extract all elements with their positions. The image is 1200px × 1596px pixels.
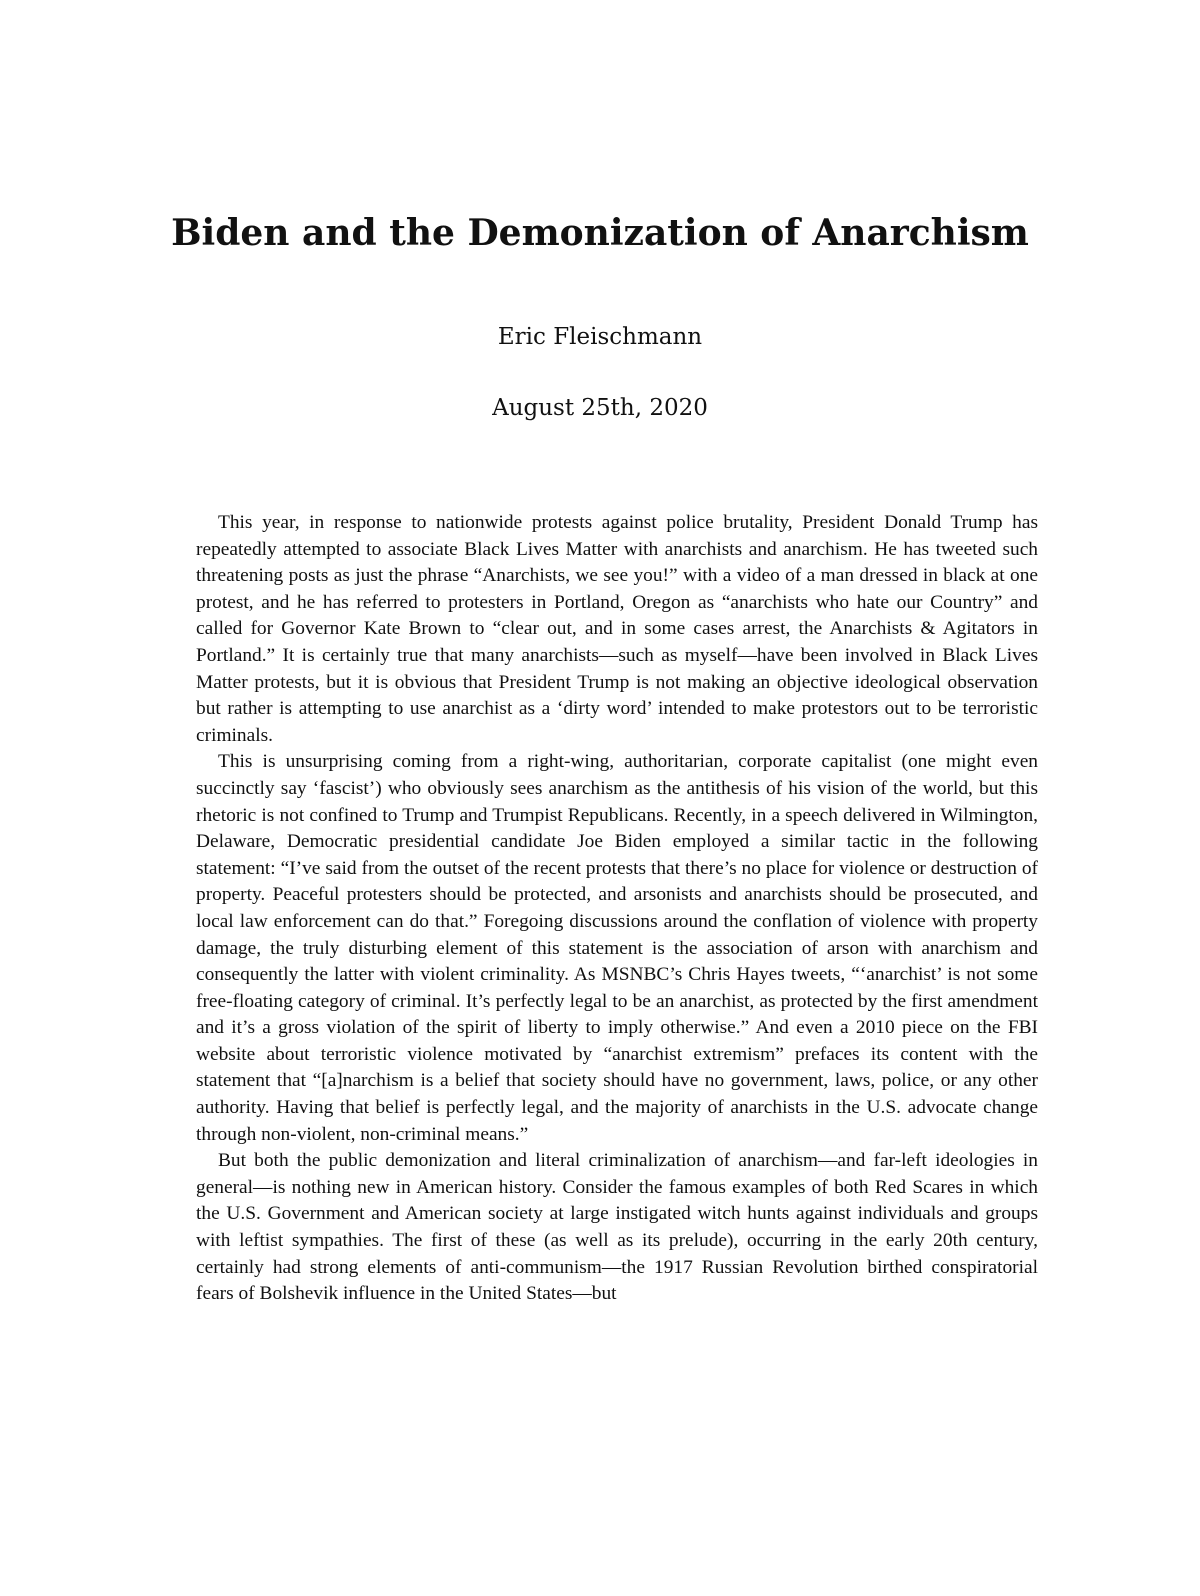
document-title: Biden and the Demonization of Anarchism xyxy=(171,212,1029,254)
publication-date: August 25th, 2020 xyxy=(492,395,708,421)
author-name: Eric Fleischmann xyxy=(497,324,703,350)
paragraph: But both the public demonization and literal criminalization of anarchism—and far-left ideologies in general—is nothing new in American history. Consider the famous examples of both Red Scares in which the U.S. Government and American society at large instigated witch hunts against individuals and groups with leftist sympathies. The first of these (as well as its prelude), occurring in the early 20th century, certainly had strong elements of anti-communism—the 1917 Russian Revolution birthed conspiratorial fears of Bolshevik influence in the United States—but xyxy=(196,1150,1038,1305)
article-body xyxy=(196,510,1038,1308)
paragraph: This year, in response to nationwide protests against police brutality, President Donald Trump has repeatedly attempted to associate Black Lives Matter with anarchists and anarchism. He has tweeted such threatening posts as just the phrase “Anarchists, we see you!” with a video of a man dressed in black at one protest, and he has referred to protesters in Portland, Oregon as “anarchists who hate our Country” and called for Governor Kate Brown to “clear out, and in some cases arrest, the Anarchists & Agitators in Portland.” It is certainly true that many anarchists—such as myself—have been involved in Black Lives Matter protests, but it is obvious that President Trump is not making an objective ideological observation but rather is attempting to use anarchist as a ‘dirty word’ intended to make protestors out to be terroristic criminals. xyxy=(196,512,1038,746)
paragraph: This is unsurprising coming from a right-wing, authoritarian, corporate capitalist (one might even succinctly say ‘fascist’) who obviously sees anarchism as the antithesis of his vision of the world, but this rhetoric is not confined to Trump and Trumpist Republicans. Recently, in a speech delivered in Wilmington, Delaware, Democratic presidential candidate Joe Biden employed a similar tactic in the following statement: “I’ve said from the outset of the recent protests that there’s no place for violence or destruction of property. Peaceful protesters should be protected, and arsonists and anarchists should be prosecuted, and local law enforcement can do that.” Foregoing discussions around the conflation of violence with property damage, the truly disturbing element of this statement is the association of arson with anarchism and consequently the latter with violent criminality. As MSNBC’s Chris Hayes tweets, “‘anarchist’ is not some free-floating category of criminal. It’s perfectly legal to be an anarchist, as protected by the first amendment and it’s a gross violation of the spirit of liberty to imply otherwise.” And even a 2010 piece on the FBI website about terroristic violence motivated by “anarchist extremism” prefaces its content with the statement that “[a]narchism is a belief that society should have no government, laws, police, or any other authority. Having that belief is perfectly legal, and the majority of anarchists in the U.S. advocate change through non-violent, non-criminal means.” xyxy=(196,751,1038,1145)
